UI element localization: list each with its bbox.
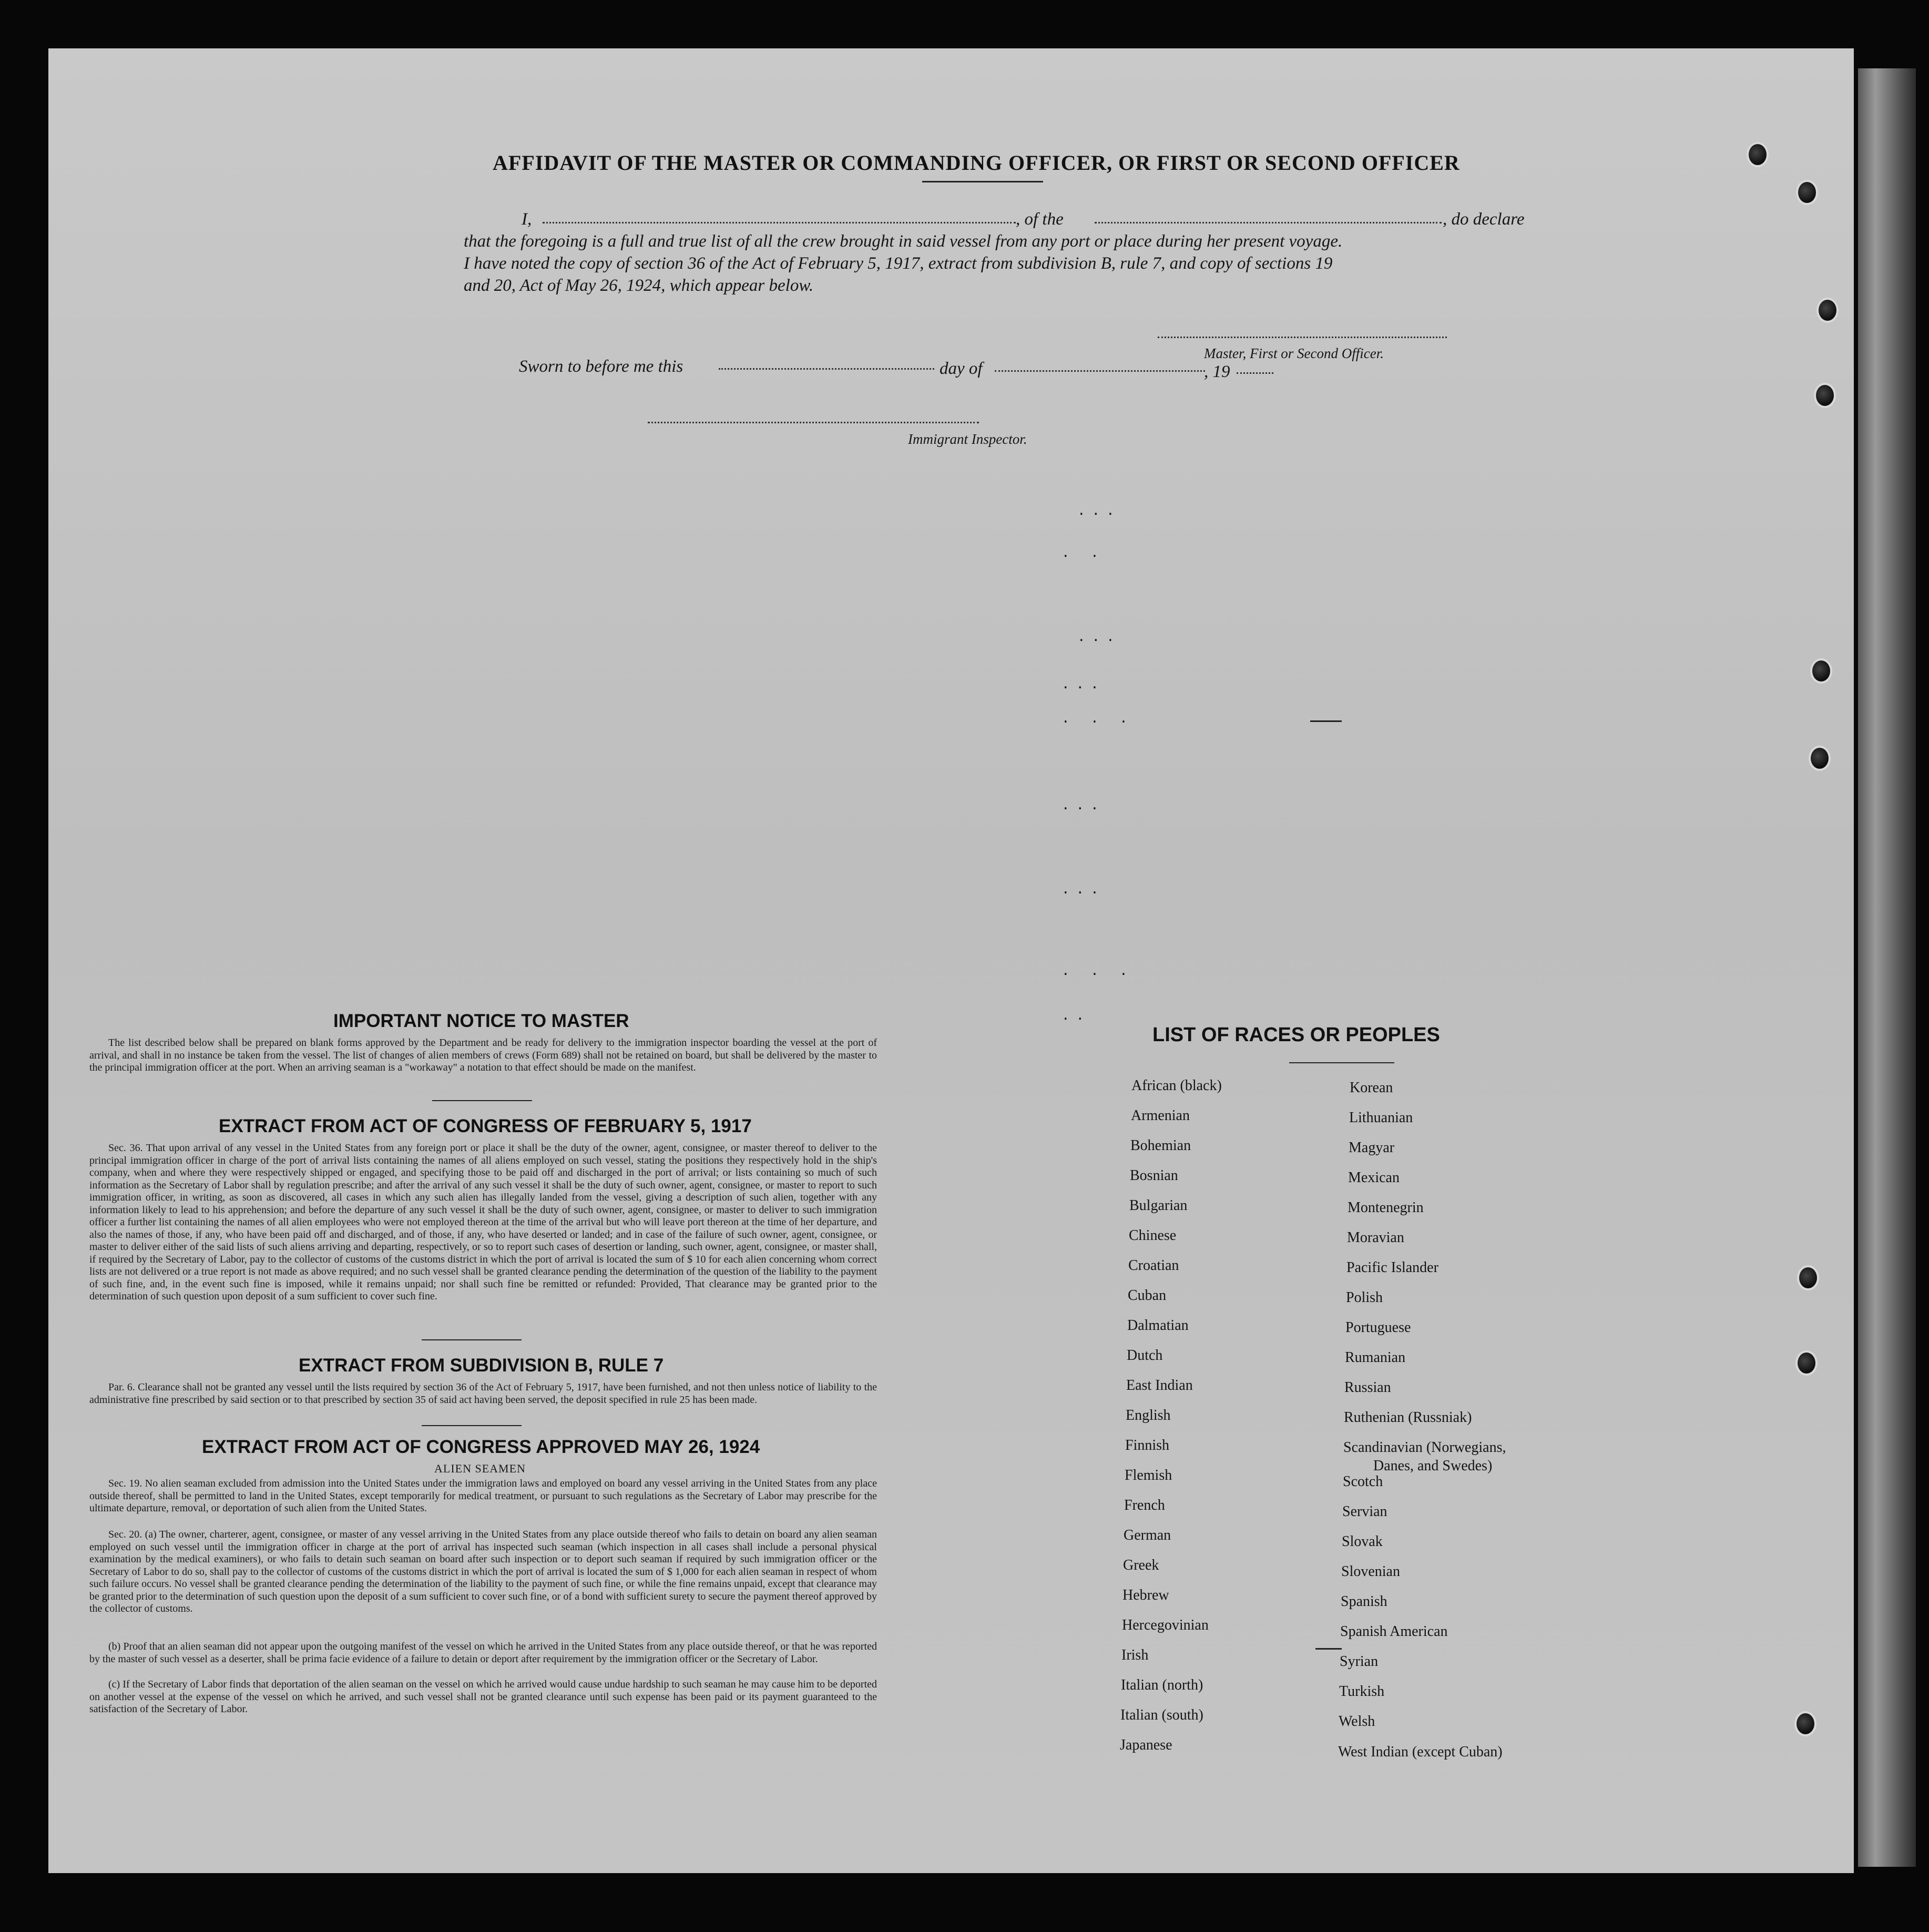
typed-mark: ... [1079,627,1122,645]
race-item: Japanese [1120,1737,1172,1753]
master-signature-label: Master, First or Second Officer. [1204,345,1384,361]
document-sheet [48,48,1854,1873]
typed-mark: .. [1063,1005,1093,1024]
vessel-blank [1095,222,1442,223]
typed-mark: ... [1063,674,1107,693]
typed-mark: . . . [1063,961,1136,979]
sworn-label: Sworn to before me this [519,357,683,376]
race-item: Bulgarian [1129,1197,1188,1214]
dash-mark [1315,1648,1342,1650]
typed-mark: . . [1063,543,1107,561]
binder-hole [1810,658,1832,684]
race-item: Magyar [1349,1140,1395,1156]
race-item: Mexican [1348,1170,1400,1186]
race-item: Portuguese [1345,1319,1411,1336]
race-item: Rumanian [1345,1349,1406,1366]
sworn-day-blank [719,368,934,370]
races-rule [1289,1062,1394,1063]
race-item: Lithuanian [1349,1110,1413,1126]
sworn-year-blank [1237,372,1273,374]
binder-hole [1809,746,1831,771]
typed-mark: . . . [1063,708,1136,727]
race-item: Polish [1346,1289,1383,1306]
race-item: Croatian [1128,1257,1179,1274]
race-item: German [1124,1527,1171,1543]
race-item: English [1126,1407,1171,1423]
alien-seamen-subtitle: ALIEN SEAMEN [434,1462,526,1475]
race-item: Syrian [1340,1653,1379,1670]
typed-mark: ... [1079,501,1122,519]
race-item: Welsh [1339,1713,1375,1730]
notice-body: The list described below shall be prepared on blank forms approved by the Department and be ready for delivery to the immigration inspector boarding the vessel at the port of arrival, and shall in no instance be taken from the vessel. The list of changes of alien members of crews (Form 689) shall not be retained on board, but shall be delivered by the master to the principal immigration officer at the port. When an arriving seaman is a "workaway" a notation to that effect should be made on the manifest. [89,1037,877,1073]
race-item: Hercegovinian [1122,1617,1209,1633]
rule7-body: Par. 6. Clearance shall not be granted any vessel until the lists required by section 36 of the Act of February 5, 1917, have been furnished, and not then unless notice of liability to the administrative fine prescribed by said section or to that prescribed by section 35 of said act having been served, the deposit specified in rule 25 has been made. [89,1381,877,1406]
extract-1924-title: EXTRACT FROM ACT OF CONGRESS APPROVED MAY 26, 1924 [202,1437,760,1457]
typed-mark: ... [1063,795,1107,814]
race-item: Slovenian [1341,1563,1400,1580]
name-blank [543,222,1016,223]
binder-hole [1814,383,1836,408]
sec20c-body: (c) If the Secretary of Labor finds that deportation of the alien seaman on the vessel on which he arrived would cause undue hardship to such seaman he may cause him to be deported on another vessel at the expense of the vessel on which he arrived, and such vessel shall not be granted clearance until such expense has been paid or its payment guaranteed to the satisfaction of the Secretary of Labor. [89,1679,877,1715]
binder-hole [1794,1711,1816,1736]
extract-1917-title: EXTRACT FROM ACT OF CONGRESS OF FEBRUARY 5, 1917 [219,1116,752,1136]
extract-1917-rule [422,1339,522,1340]
affidavit-title: AFFIDAVIT OF THE MASTER OR COMMANDING OFFICER, OR FIRST OR SECOND OFFICER [493,151,1460,175]
race-item: Finnish [1125,1437,1170,1453]
race-item: Hebrew [1122,1587,1169,1603]
page-edge-strip [1858,68,1916,1867]
race-item: Scotch [1343,1473,1383,1490]
day-of-label: day of [940,359,983,378]
title-rule [922,181,1043,182]
extract-1917-body: Sec. 36. That upon arrival of any vessel in the United States from any foreign port or place it shall be the duty of the owner, agent, consignee, or master thereof to deliver to the principal immigration officer in charge of the port of arrival lists containing the names of all aliens employed on such vessel, stating the positions they respectively hold in the ship's company, when and where they were respectively shipped or engaged, and specifying those to be paid off and discharged in the port of arrival; or lists containing so much of such information as the Secretary of Labor shall by regulation prescribe; and after the arrival of any such vessel it shall be the duty of such owner, agent, consignee, or master to report to such immigration officer, in writing, as soon as discovered, all cases in which any such alien has illegally landed from the vessel, giving a description of such alien, together with any information likely to lead to his apprehension; and before the departure of any such vessel it shall be the duty of such owner, agent, consignee, or master to deliver to such immigration officer a further list containing the names of all alien employees who were not employed thereon at the time of the arrival but who will leave port thereon at the time of her departure, and also the names of those, if any, who have been paid off and discharged, and of those, if any, who have deserted or landed; and in case of the failure of such owner, agent, consignee, or master to deliver either of the said lists of such aliens arriving and departing, respectively, or so to report such cases of desertion or landing, such owner, agent, consignee, or master shall, if required by the Secretary of Labor, pay to the collector of customs of the customs district in which the port of arrival is located the sum of $ 10 for each alien concerning whom correct lists are not delivered or a true report is not made as above required; and no such vessel shall be granted clearance pending the determination of the question of the liability to the payment of such fine, and, in the event such fine is imposed, while it remains unpaid; nor shall such fine be remitted or refunded: Provided, That clearance may be granted prior to the determination of such question upon deposit of a sum sufficient to cover such fine. [89,1142,877,1302]
race-item: Bosnian [1130,1167,1178,1184]
race-item: Dutch [1127,1347,1163,1364]
binder-hole [1747,142,1769,167]
race-item: Dalmatian [1127,1317,1189,1334]
sec20a-body: Sec. 20. (a) The owner, charterer, agent, consignee, or master of any vessel arriving in the United States from any place outside thereof who fails to detain on board any alien seaman employed on such vessel until the immigration officer in charge at the port of arrival has inspected such seaman (which inspection in all cases shall include a personal physical examination by the medical examiners), or who fails to detain such seaman on board after such inspection or to deport such seaman if required by such immigration officer or the Secretary of Labor to do so, shall pay to the collector of customs of the customs district in which the port of arrival is located the sum of $ 1,000 for each alien seaman in respect of whom such failure occurs. No vessel shall be granted clearance pending the determination of the liability to the payment of such fine, or while the fine remains unpaid, except that clearance may be granted prior to the determination of such question upon the deposit of a sum sufficient to cover such fine, or of a bond with sufficient surety to secure the payment thereof approved by the collector of customs. [89,1529,877,1614]
inspector-label: Immigrant Inspector. [908,431,1027,447]
race-item: Slovak [1342,1533,1383,1550]
affidavit-declare: , do declare [1443,210,1525,229]
inspector-signature-blank [648,422,979,423]
affidavit-line3: I have noted the copy of section 36 of the Act of February 5, 1917, extract from subdivision B, rule 7, and copy of sections 19 [464,254,1333,273]
race-item: East Indian [1126,1377,1193,1394]
sec20b-body: (b) Proof that an alien seaman did not appear upon the outgoing manifest of the vessel on which he arrived in the United States from any place outside thereof, or that he was reported by the master of such vessel as a deserter, shall be prima facie evidence of a failure to detain or deport after requirement by the immigration officer or the Secretary of Labor. [89,1641,877,1665]
race-item: Irish [1121,1647,1149,1663]
race-item: Italian (north) [1121,1677,1203,1693]
binder-hole [1797,1265,1819,1290]
race-item: Danes, and Swedes) [1373,1458,1493,1474]
race-item: Chinese [1129,1227,1177,1244]
race-item: Servian [1342,1503,1387,1520]
race-item: Turkish [1339,1683,1385,1700]
race-item: Cuban [1128,1287,1167,1304]
race-item: Italian (south) [1120,1707,1203,1723]
sworn-month-blank [995,370,1205,372]
race-item: Moravian [1347,1229,1404,1246]
race-item: French [1124,1497,1165,1513]
race-item: Bohemian [1130,1137,1191,1154]
notice-title: IMPORTANT NOTICE TO MASTER [333,1011,629,1031]
race-item: Russian [1344,1379,1391,1396]
year-label: , 19 [1204,362,1230,381]
race-item: Spanish American [1340,1623,1448,1640]
race-item: African (black) [1131,1077,1222,1094]
sec19-body: Sec. 19. No alien seaman excluded from admission into the United States under the immigration laws and employed on board any vessel arriving in the United States from any place outside thereof, shall be permitted to land in the United States, except temporarily for medical treatment, or pursuant to such regulations as the Secretary of Labor may prescribe for the ultimate departure, removal, or deportation of such alien from the United States. [89,1478,877,1514]
affidavit-line4: and 20, Act of May 26, 1924, which appear below. [464,276,814,295]
binder-hole [1796,180,1818,205]
rule7-rule [422,1425,522,1426]
rule7-title: EXTRACT FROM SUBDIVISION B, RULE 7 [299,1355,664,1376]
notice-rule [432,1100,532,1101]
typed-mark: ... [1063,879,1107,898]
binder-hole [1795,1350,1818,1376]
affidavit-i: I, [522,210,532,229]
affidavit-of-the: , of the [1016,210,1064,229]
race-item: Flemish [1125,1467,1172,1483]
race-item: Scandinavian (Norwegians, [1343,1439,1506,1456]
race-item: Armenian [1131,1107,1190,1124]
races-title: LIST OF RACES OR PEOPLES [1152,1024,1440,1046]
race-item: Montenegrin [1348,1199,1424,1216]
dash-mark [1310,720,1342,722]
race-item: Korean [1350,1080,1393,1096]
race-item: Ruthenian (Russniak) [1344,1409,1472,1426]
race-item: West Indian (except Cuban) [1338,1744,1503,1760]
race-item: Spanish [1341,1593,1387,1610]
affidavit-line2: that the foregoing is a full and true list of all the crew brought in said vessel from any port or place during her present voyage. [464,232,1343,251]
race-item: Pacific Islander [1346,1259,1438,1276]
race-item: Greek [1123,1557,1159,1573]
master-signature-blank [1158,337,1447,338]
binder-hole [1816,298,1839,323]
